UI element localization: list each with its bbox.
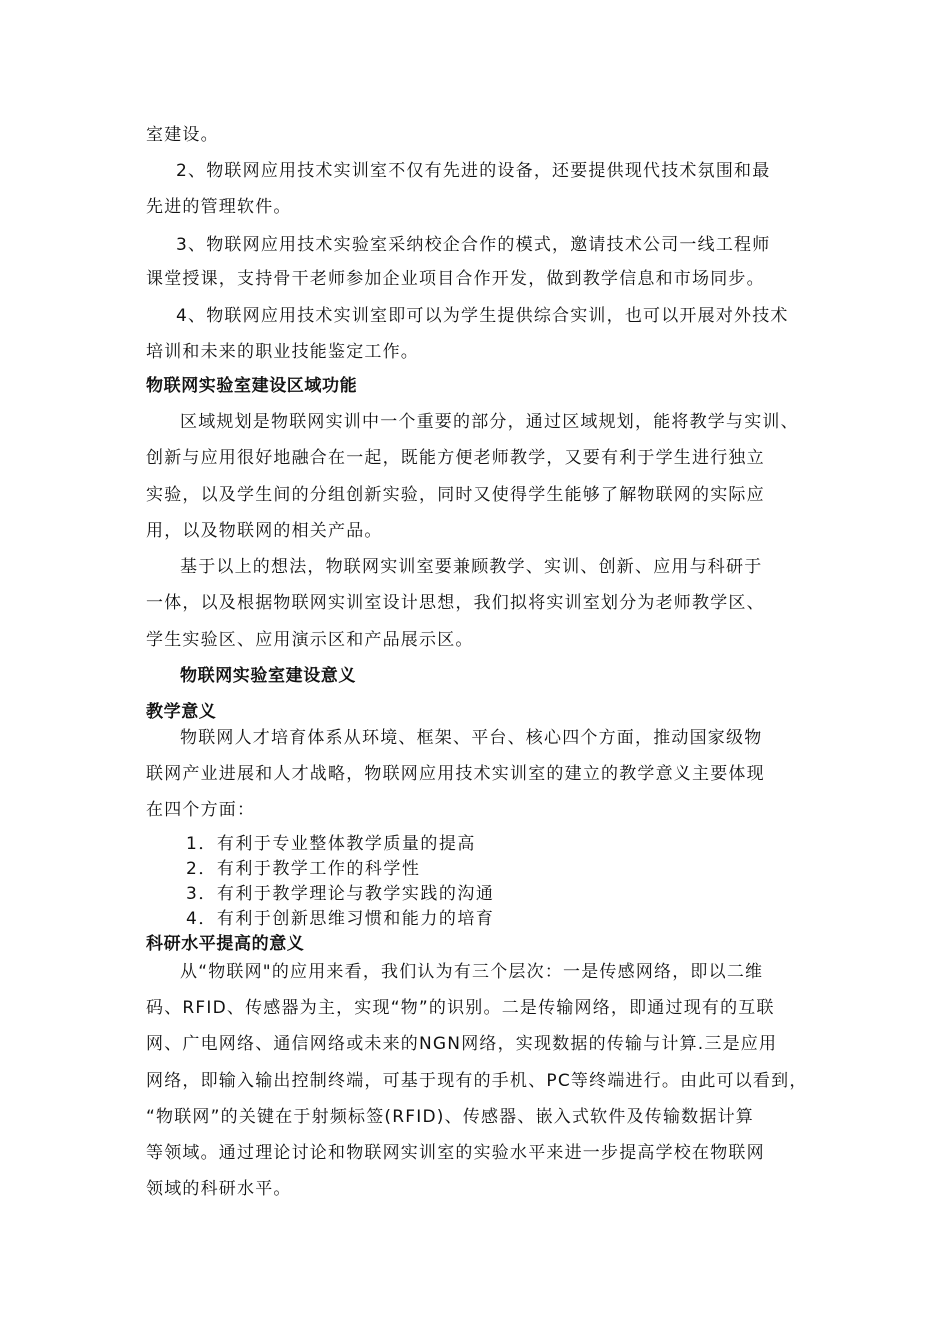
list-item-2: 2、物联网应用技术实训室不仅有先进的设备，还要提供现代技术氛围和最	[176, 161, 771, 181]
paragraph-line: 一体，以及根据物联网实训室设计思想，我们拟将实训室划分为老师教学区、	[146, 593, 765, 613]
paragraph-line: 培训和未来的职业技能鉴定工作。	[146, 342, 419, 362]
paragraph-line: 先进的管理软件。	[146, 197, 292, 217]
paragraph-line: 用，以及物联网的相关产品。	[146, 521, 383, 541]
numbered-item: 3．有利于教学理论与教学实践的沟通	[186, 884, 495, 904]
subsection-heading: 教学意义	[146, 702, 217, 722]
paragraph-line: 等领域。通过理论讨论和物联网实训室的实验水平来进一步提高学校在物联网	[146, 1143, 765, 1163]
paragraph-line: 室建设。	[146, 125, 219, 145]
list-item-3: 3、物联网应用技术实验室采纳校企合作的模式，邀请技术公司一线工程师	[176, 235, 771, 255]
paragraph-line: 基于以上的想法，物联网实训室要兼顾教学、实训、创新、应用与科研于	[180, 557, 763, 577]
paragraph-line: 码、RFID、传感器为主，实现“物”的识别。二是传输网络，即通过现有的互联	[146, 998, 775, 1018]
numbered-item: 1．有利于专业整体教学质量的提高	[186, 834, 476, 854]
paragraph-line: 区域规划是物联网实训中一个重要的部分，通过区域规划，能将教学与实训、	[180, 412, 799, 432]
paragraph-line: 网、广电网络、通信网络或未来的NGN网络，实现数据的传输与计算.三是应用	[146, 1034, 778, 1054]
list-item-4: 4、物联网应用技术实训室即可以为学生提供综合实训，也可以开展对外技术	[176, 306, 789, 326]
paragraph-line: 网络，即输入输出控制终端，可基于现有的手机、PC等终端进行。由此可以看到，	[146, 1071, 808, 1091]
paragraph-line: “物联网”的关键在于射频标签(RFID)、传感器、嵌入式软件及传输数据计算	[146, 1107, 754, 1127]
subsection-heading: 科研水平提高的意义	[146, 934, 305, 954]
section-heading: 物联网实验室建设区域功能	[146, 376, 358, 396]
numbered-item: 4．有利于创新思维习惯和能力的培育	[186, 909, 495, 929]
paragraph-line: 创新与应用很好地融合在一起，既能方便老师教学，又要有利于学生进行独立	[146, 448, 765, 468]
paragraph-line: 实验，以及学生间的分组创新实验，同时又使得学生能够了解物联网的实际应	[146, 485, 765, 505]
paragraph-line: 课堂授课，支持骨干老师参加企业项目合作开发，做到教学信息和市场同步。	[146, 269, 765, 289]
paragraph-line: 在四个方面：	[146, 800, 256, 820]
paragraph-line: 领域的科研水平。	[146, 1179, 292, 1199]
paragraph-line: 物联网人才培育体系从环境、框架、平台、核心四个方面，推动国家级物	[180, 728, 763, 748]
numbered-item: 2．有利于教学工作的科学性	[186, 859, 421, 879]
paragraph-line: 联网产业进展和人才战略，物联网应用技术实训室的建立的教学意义主要体现	[146, 764, 765, 784]
section-heading: 物联网实验室建设意义	[180, 666, 356, 686]
paragraph-line: 从“物联网"的应用来看，我们认为有三个层次：一是传感网络，即以二维	[180, 962, 764, 982]
paragraph-line: 学生实验区、应用演示区和产品展示区。	[146, 630, 474, 650]
